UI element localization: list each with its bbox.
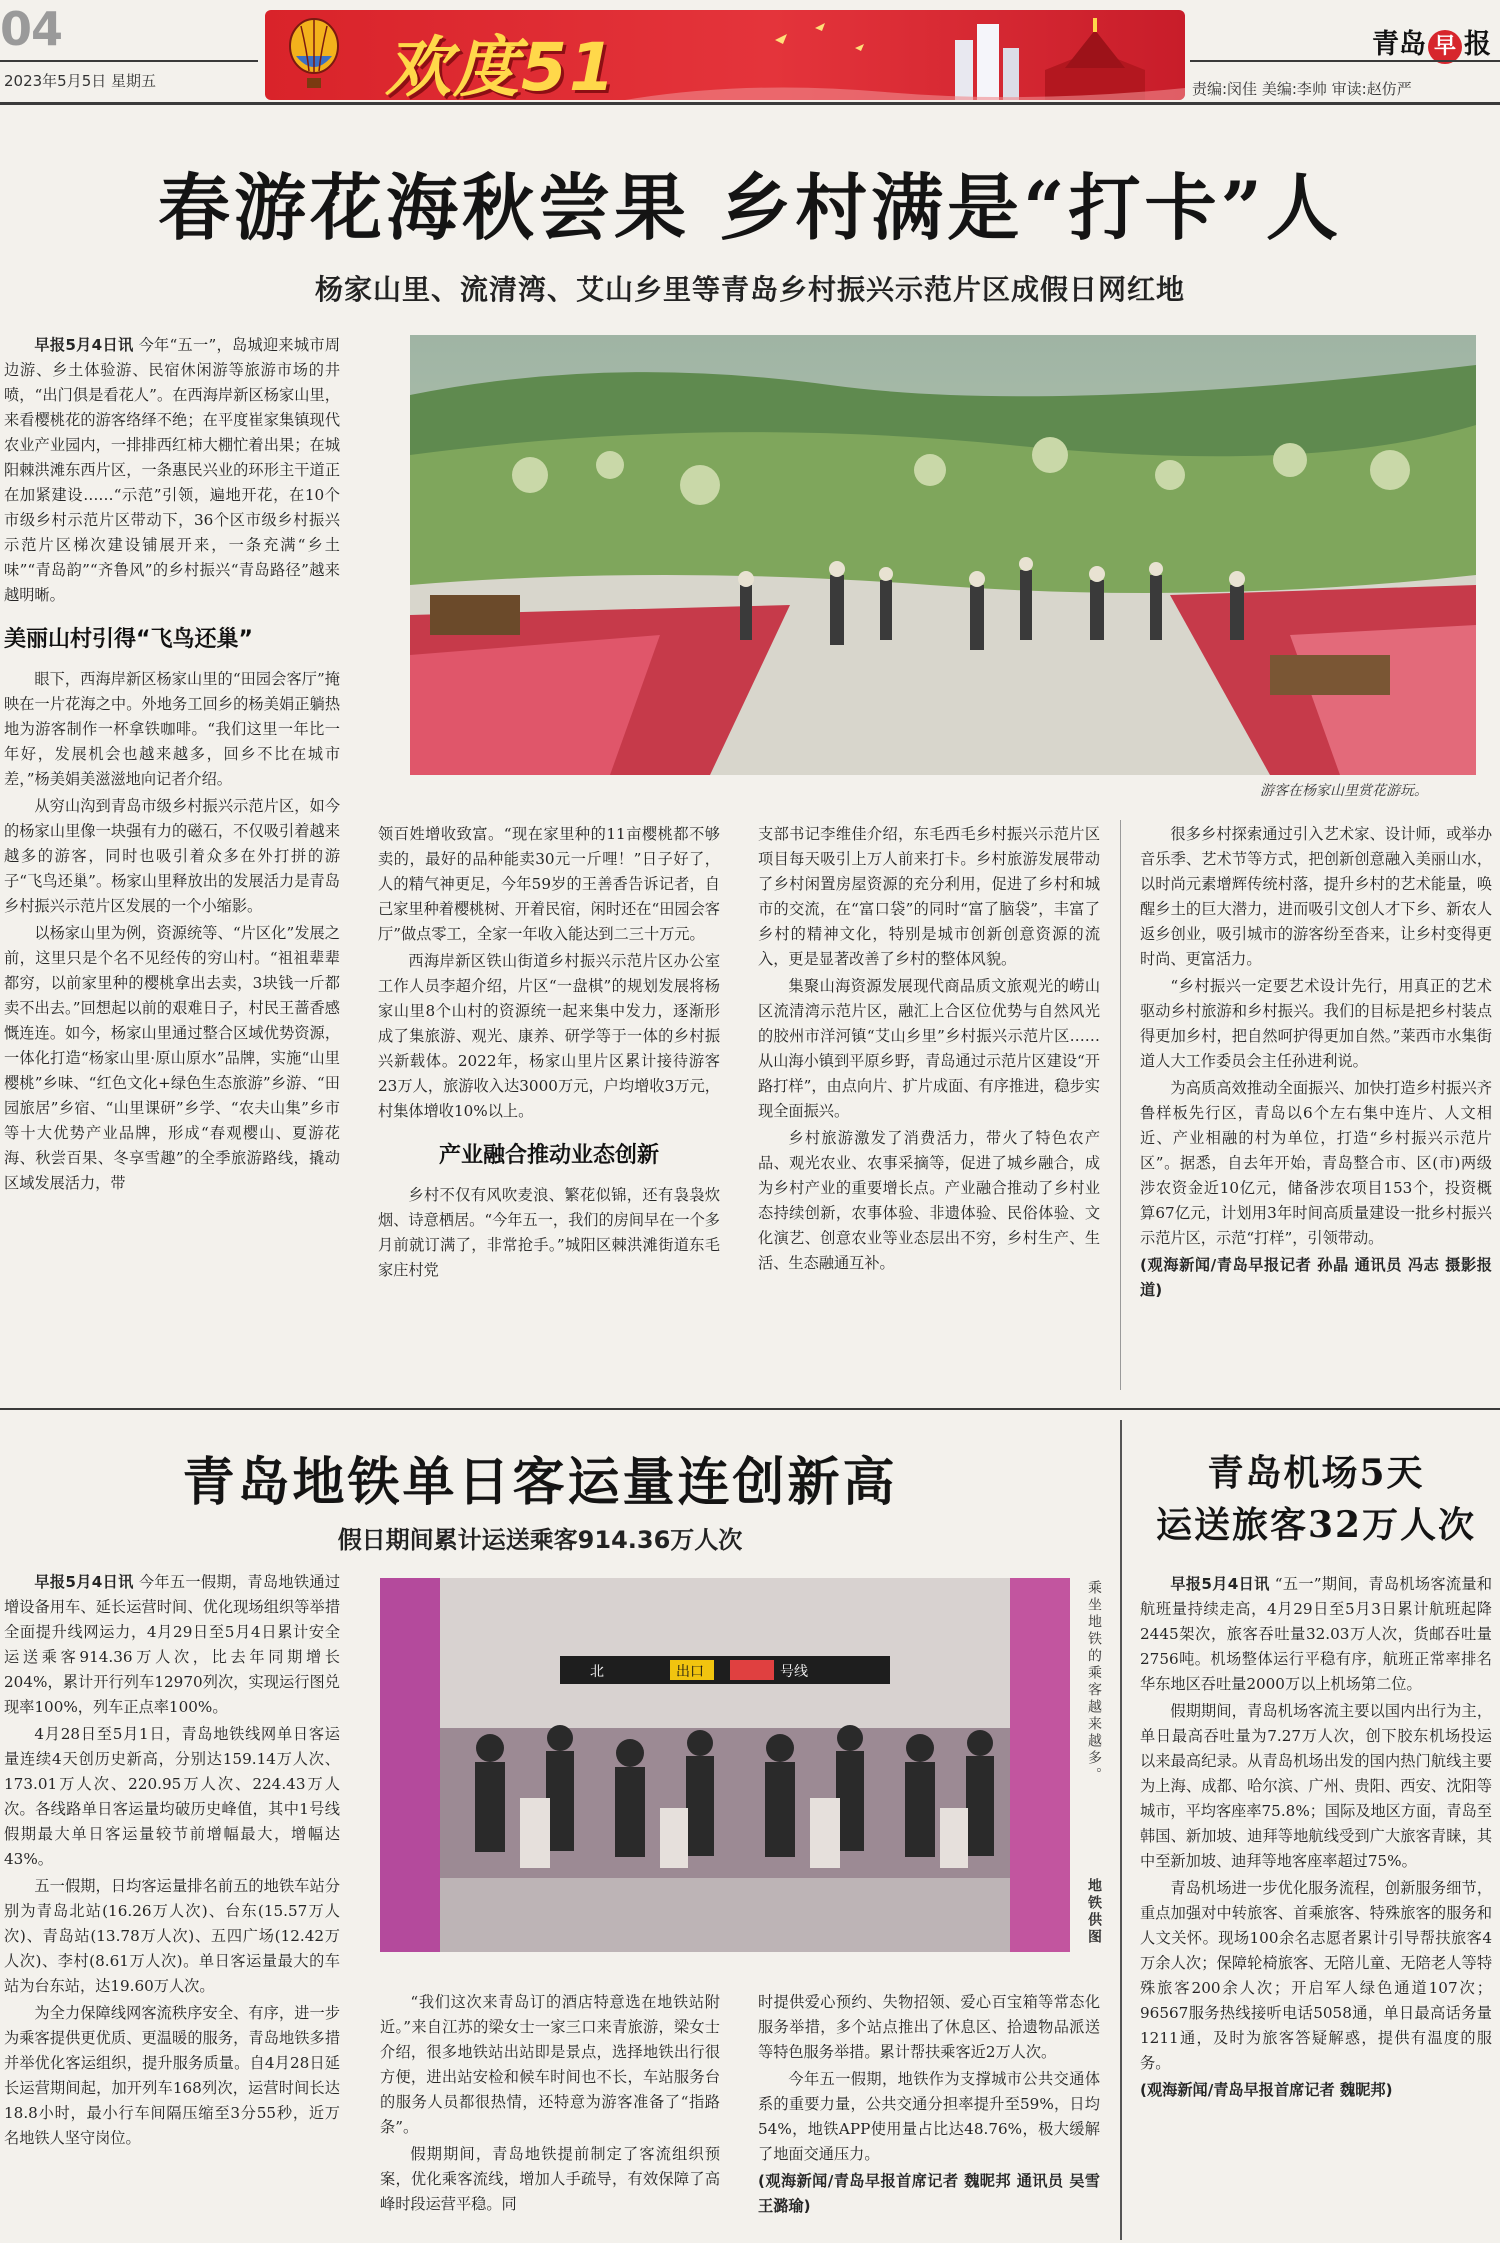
subway-station-photo — [380, 1578, 1070, 1952]
dateline-lead: 早报5月4日讯 — [34, 1573, 134, 1591]
story2-subheadline: 假日期间累计运送乘客914.36万人次 — [337, 1526, 743, 1554]
column-divider — [1120, 820, 1121, 1390]
paragraph: 以杨家山里为例，资源统等、“片区化”发展之前，这里只是个名不见经传的穷山村。“祖祖辈辈都穷，以前家里种的樱桃拿出去卖，3块钱一斤都卖不出去。”回想起以前的艰难日子，村民王蔷香感慨连连。如今，杨家山里通过整合区域优势资源，一体化打造“杨家山里·原山原水”品牌，实施“山里樱桃”乡味、“红色文化+绿色生态旅游”乡游、“田园旅居”乡宿、“山里课研”乡学、“农夫山集”乡市等十大优势产业品牌，形成“春观樱山、夏游花海、秋尝百果、冬享雪趣”的全季旅游路线，撬动区域发展活力，带 — [4, 924, 340, 1192]
page-number: 04 — [0, 2, 63, 56]
hot-air-balloon-icon — [279, 16, 349, 96]
paragraph: 集聚山海资源发展现代商品质文旅观光的崂山区流清湾示范片区，融汇上合区位优势与自然风光的胶州市洋河镇“艾山乡里”乡村振兴示范片区……从山海小镇到平原乡野，青岛通过示范片区建设“开路打样”，由点向片、扩片成面、有序推进，稳步实现全面振兴。 — [758, 977, 1100, 1120]
paragraph: 支部书记李维佳介绍，东毛西毛乡村振兴示范片区项目每天吸引上万人前来打卡。乡村旅游发展带动了乡村闲置房屋资源的充分利用，促进了乡村和城市的交流，在“富口袋”的同时“富了脑袋”，丰富了乡村的精神文化，特别是城市创新创意资源的流入，更是显著改善了乡村的整体风貌。 — [758, 825, 1100, 968]
holiday-banner — [265, 10, 1185, 100]
paragraph: 从穷山沟到青岛市级乡村振兴示范片区，如今的杨家山里像一块强有力的磁石，不仅吸引着越来越多的游客，同时也吸引着众多在外打拼的游子“飞鸟还巢”。杨家山里释放出的发展活力是青岛乡村振兴示范片区发展的一个小缩影。 — [4, 797, 340, 915]
paragraph: 五一假期，日均客运量排名前五的地铁车站分别为青岛北站(16.26万人次)、台东(15.57万人次)、青岛站(13.78万人次)、五四广场(12.42万人次)、李村(8.61万人次)。单日客运量最大的车站为台东站，达19.60万人次。 — [4, 1877, 340, 1995]
paragraph: 今年五一假期，地铁作为支撑城市公共交通体系的重要力量，公共交通分担率提升至59%，日均54%，地铁APP使用量占比达48.76%，极大缓解了地面交通压力。 — [758, 2070, 1100, 2163]
story3-headline-line2: 运送旅客32万人次 — [1155, 1504, 1477, 1546]
byline: (观海新闻/青岛早报首席记者 魏昵邦) — [1140, 2081, 1393, 2099]
story3-column — [1140, 1572, 1492, 2240]
story3-headline-line1: 青岛机场5天 — [1207, 1452, 1425, 1494]
issue-date: 2023年5月5日 星期五 — [4, 72, 157, 90]
paragraph: “乡村振兴一定要艺术设计先行，用真正的艺术驱动乡村旅游和乡村振兴。我们的目标是把乡村装点得更加乡村，把自然呵护得更加自然。”莱西市水集街道人大工作委员会主任孙进利说。 — [1140, 977, 1492, 1070]
story3-divider — [1120, 1420, 1122, 2240]
paragraph: 很多乡村探索通过引入艺术家、设计师，或举办音乐季、艺术节等方式，把创新创意融入美丽山水，以时尚元素增辉传统村落，提升乡村的艺术能量，唤醒乡土的巨大潜力，进而吸引文创人才下乡、新农人返乡创业，吸引城市的游客纷至沓来，让乡村变得更时尚、更富活力。 — [1140, 825, 1492, 968]
story2-column-2 — [380, 1990, 720, 2240]
masthead-rule-bottom — [0, 102, 1500, 105]
flower-photo-caption: 游客在杨家山里赏花游玩。 — [1260, 783, 1428, 799]
section-rule — [0, 1408, 1500, 1410]
paragraph: 眼下，西海岸新区杨家山里的“田园会客厅”掩映在一片花海之中。外地务工回乡的杨美娟正躺热地为游客制作一杯拿铁咖啡。“我们这里一年比一年好，发展机会也越来越多，回乡不比在城市差，”杨美娟美滋滋地向记者介绍。 — [4, 670, 340, 788]
line-sign-text: 号线 — [780, 1664, 808, 1680]
paragraph: 今年五一假期，青岛地铁通过增设备用车、延长运营时间、优化现场组织等举措全面提升线网运力，4月29日至5月4日累计安全运送乘客914.36万人次，比去年同期增长204%，累计开行列车12970列次，实现运行图兑现率100%，列车正点率100%。 — [4, 1573, 340, 1716]
paragraph: “我们这次来青岛订的酒店特意选在地铁站附近。”来自江苏的梁女士一家三口来青旅游，梁女士介绍，很多地铁站出站即是景点，选择地铁出行很方便，进出站安检和候车时间也不长，车站服务台的服务人员都很热情，还特意为游客准备了“指路条”。 — [380, 1993, 720, 2136]
paragraph: 领百姓增收致富。“现在家里种的11亩樱桃都不够卖的，最好的品种能卖30元一斤哩！”日子好了，人的精气神更足，今年59岁的王善香告诉记者，自己家里种着樱桃树、开着民宿，闲时还在“田园会客厅”做点零工，全家一年收入能达到二三十万元。 — [378, 825, 720, 943]
byline: (观海新闻/青岛早报首席记者 魏昵邦 通讯员 吴雪 王潞瑜) — [758, 2172, 1100, 2215]
paragraph: 乡村不仅有风吹麦浪、繁花似锦，还有袅袅炊烟、诗意栖居。“今年五一，我们的房间早在一个多月前就订满了，非常抢手。”城阳区棘洪滩街道东毛家庄村党 — [378, 1186, 720, 1279]
paragraph: 4月28日至5月1日，青岛地铁线网单日客运量连续4天创历史新高，分别达159.14万人次、173.01万人次、220.95万人次、224.43万人次。各线路单日客运量均破历史峰值，其中1号线假期最大单日客运量较节前增幅最大，增幅达43%。 — [4, 1725, 340, 1868]
masthead-rule-left — [0, 60, 258, 62]
editor-credits: 责编:闵佳 美编:李帅 审读:赵仿严 — [1192, 80, 1412, 98]
paragraph: 青岛机场进一步优化服务流程，创新服务细节，重点加强对中转旅客、首乘旅客、特殊旅客的服务和人文关怀。现场100余名志愿者累计引导帮扶旅客4万余人次；保障轮椅旅客、无陪儿童、无陪老人等特殊旅客200余人次；开启军人绿色通道107次；96567服务热线接听电话5058通，单日最高话务量1211通，及时为旅客答疑解惑，提供有温度的服务。 — [1140, 1879, 1492, 2072]
paragraph: 假期期间，青岛地铁提前制定了客流组织预案，优化乘客流线，增加人手疏导，有效保障了高峰时段运营平稳。同 — [380, 2145, 720, 2213]
logo-text-right: 报 — [1464, 29, 1491, 60]
city-skyline-illustration — [625, 10, 1185, 100]
paragraph: 假期期间，青岛机场客流主要以国内出行为主，单日最高吞吐量为7.27万人次，创下胶东机场投运以来最高纪录。从青岛机场出发的国内热门航线主要为上海、成都、哈尔滨、广州、贵阳、西安、沈阳等城市，平均客座率75.8%；国际及地区方面，青岛至韩国、新加坡、迪拜等地航线受到广大旅客青睐，其中至新加坡、迪拜等地客座率超过75%。 — [1140, 1702, 1492, 1870]
story2-column-1 — [4, 1570, 340, 2240]
story1-column-3 — [758, 822, 1100, 1390]
newspaper-logo — [1372, 22, 1491, 64]
story1-subheadline: 杨家山里、流清湾、艾山乡里等青岛乡村振兴示范片区成假日网红地 — [314, 273, 1185, 306]
subway-photo-caption: 乘坐地铁的乘客越来越多。 — [1086, 1580, 1102, 1784]
section-subhead: 产业融合推动业态创新 — [438, 1143, 659, 1168]
paragraph: 为全力保障线网客流秩序安全、有序，进一步为乘客提供更优质、更温暖的服务，青岛地铁多措并举优化客运组织，提升服务质量。自4月28日延长运营期间起，加开列车168列次，运营时间长达18.8小时，最小行车间隔压缩至3分55秒，近万名地铁人坚守岗位。 — [4, 2004, 340, 2147]
logo-seal: 早 — [1428, 30, 1462, 64]
paragraph: 时提供爱心预约、失物招领、爱心百宝箱等常态化服务举措，多个站点推出了休息区、拾遗物品派送等特色服务举措。累计帮扶乘客近2万人次。 — [758, 1993, 1100, 2061]
banner-title: 欢度51 — [385, 29, 617, 100]
dateline-lead: 早报5月4日讯 — [34, 336, 134, 354]
paragraph: 今年“五一”，岛城迎来城市周边游、乡土体验游、民宿休闲游等旅游市场的井喷，“出门俱是看花人”。在西海岸新区杨家山里，来看樱桃花的游客络绎不绝；在平度崔家集镇现代农业产业园内，一排排西红柿大棚忙着出果；在城阳棘洪滩东西片区，一条惠民兴业的环形主干道正在加紧建设……“示范”引领，遍地开花，在10个市级乡村示范片区带动下，36个区市级乡村振兴示范片区梯次建设铺展开来，一条充满“乡土味”“青岛韵”“齐鲁风”的乡村振兴“青岛路径”越来越明晰。 — [4, 336, 340, 604]
byline: (观海新闻/青岛早报记者 孙晶 通讯员 冯志 摄影报道) — [1140, 1256, 1492, 1299]
subway-photo-credit: 地铁供图 — [1086, 1878, 1102, 1946]
flower-field-photo — [410, 335, 1476, 775]
masthead-rule-right — [1190, 60, 1500, 62]
logo-text-left: 青岛 — [1372, 29, 1426, 60]
paragraph: “五一”期间，青岛机场客流量和航班量持续走高，4月29日至5月3日累计航班起降2445架次，旅客吞吐量32.03万人次，货邮吞吐量2756吨。机场整体运行平稳有序，航班正常率排名华东地区吞吐量2000万以上机场第二位。 — [1140, 1575, 1492, 1693]
story1-column-1 — [4, 333, 340, 1413]
paragraph: 西海岸新区铁山街道乡村振兴示范片区办公室工作人员李超介绍，片区“一盘棋”的规划发展将杨家山里8个山村的资源统一起来集中发力，逐渐形成了集旅游、观光、康养、研学等于一体的乡村振兴新载体。2022年，杨家山里片区累计接待游客23万人，旅游收入达3000万元，户均增收3万元，村集体增收10%以上。 — [378, 952, 720, 1120]
exit-sign-text: 出口 — [676, 1664, 704, 1680]
paragraph: 乡村旅游激发了消费活力，带火了特色农产品、观光农业、农事采摘等，促进了城乡融合，成为乡村产业的重要增长点。产业融合推动了乡村业态持续创新，农事体验、非遗体验、民俗体验、文化演艺、创意农业等业态层出不穷，乡村生产、生活、生态融通互补。 — [758, 1129, 1100, 1272]
dateline-lead: 早报5月4日讯 — [1170, 1575, 1270, 1593]
paragraph: 为高质高效推动全面振兴、加快打造乡村振兴齐鲁样板先行区，青岛以6个左右集中连片、人文相近、产业相融的村为单位，打造“乡村振兴示范片区”。据悉，自去年开始，青岛整合市、区(市)两级涉农资金近10亿元，储备涉农项目153个，投资概算67亿元，计划用3年时间高质量建设一批乡村振兴示范片区，示范“打样”，引领带动。 — [1140, 1079, 1492, 1247]
section-subhead: 美丽山村引得“飞鸟还巢” — [4, 627, 253, 652]
story1-headline: 春游花海秋尝果 乡村满是“打卡”人 — [158, 165, 1342, 250]
north-sign-text: 北 — [590, 1664, 604, 1680]
story1-column-2 — [378, 822, 720, 1390]
story2-column-3 — [758, 1990, 1100, 2240]
story1-column-4 — [1140, 822, 1492, 1390]
story2-headline: 青岛地铁单日客运量连创新高 — [182, 1452, 898, 1513]
